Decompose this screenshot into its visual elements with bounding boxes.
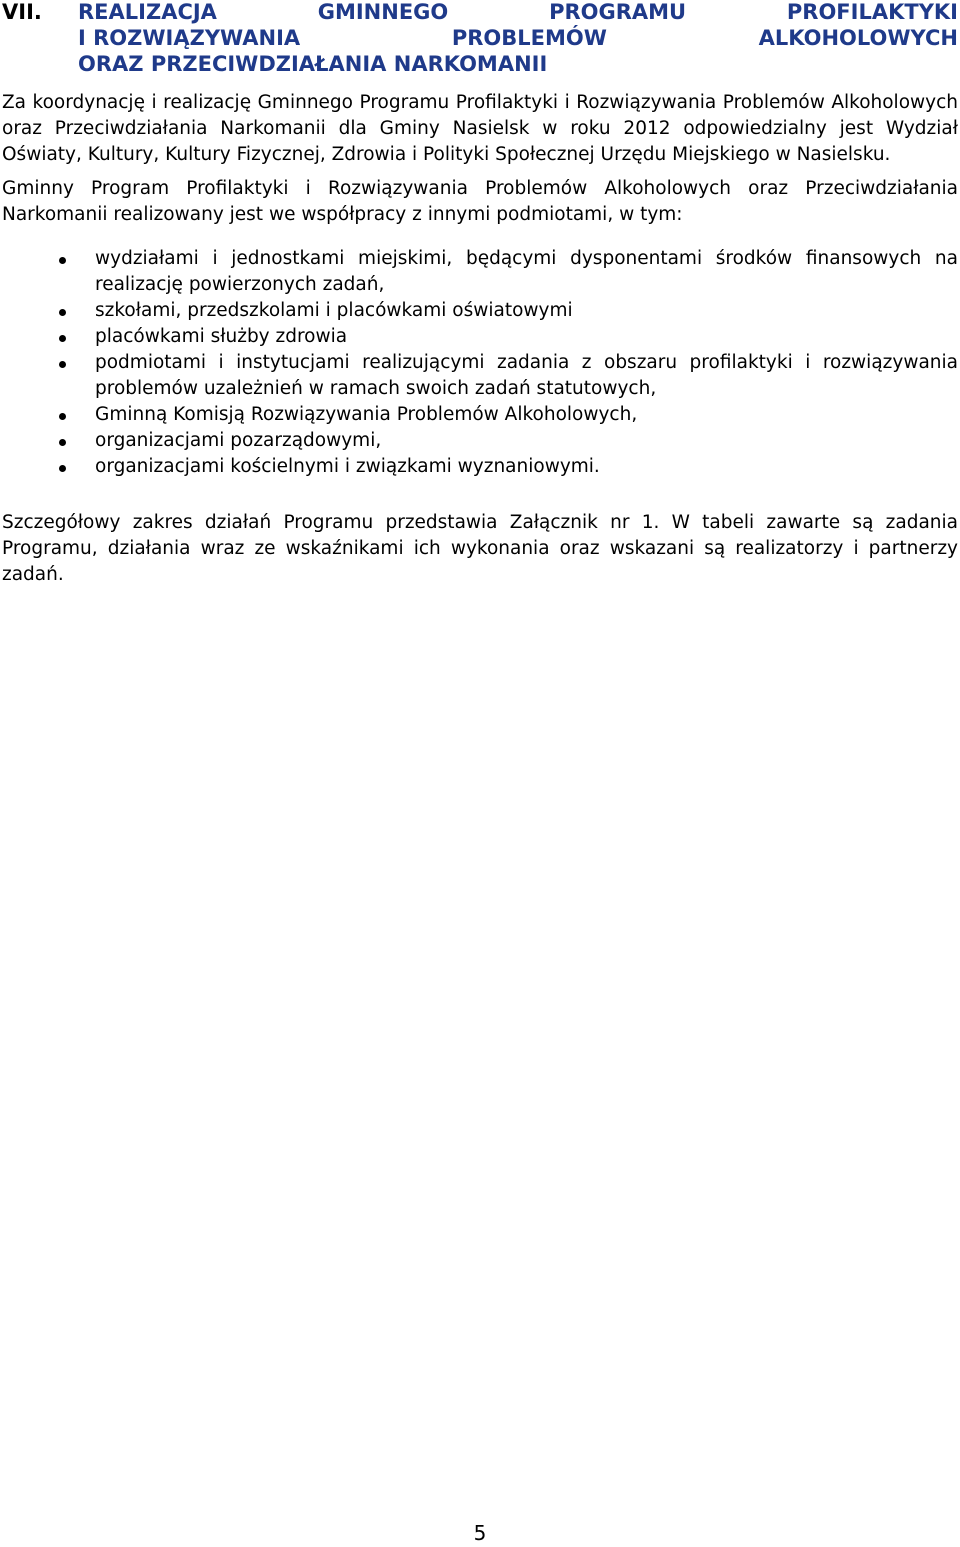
paragraph-attachment: Szczegółowy zakres działań Programu przedstawia Załącznik nr 1. W tabeli zawarte są zadania Programu, działania wraz ze wskaźnikami ich wykonania oraz wskazani są realizatorzy i partnerzy zadań. xyxy=(2,512,958,585)
list-item xyxy=(2,350,958,402)
page-number: 5 xyxy=(473,1521,487,1545)
list-item-text: organizacjami kościelnymi i związkami wyznaniowymi. xyxy=(95,456,600,477)
list-item-text: placówkami służby zdrowia xyxy=(95,326,348,347)
section-title-word: ORAZ PRZECIWDZIAŁANIA NARKOMANII xyxy=(78,52,548,76)
section-title-word: REALIZACJA xyxy=(78,0,217,24)
bullet-icon xyxy=(59,257,66,264)
section-title-word: ALKOHOLOWYCH xyxy=(758,26,958,50)
bullet-icon xyxy=(59,465,66,472)
document-page xyxy=(0,0,960,588)
list-item xyxy=(2,298,958,324)
list-item-text: organizacjami pozarządowymi, xyxy=(95,430,382,451)
paragraph-coordination: Za koordynację i realizację Gminnego Programu Profilaktyki i Rozwiązywania Problemów Alkoholowych oraz Przeciwdziałania Narkomanii dla Gminy Nasielsk w roku 2012 odpowiedzialny jest Wydział Oświaty, Kultury, Kultury Fizycznej, Zdrowia i Polityki Społecznej Urzędu Miejskiego w Nasielsku. xyxy=(2,92,958,165)
section-title-word: GMINNEGO xyxy=(317,0,449,24)
bullet-icon xyxy=(59,413,66,420)
section-heading xyxy=(2,0,958,77)
section-title-line-1 xyxy=(78,0,958,25)
section-title-line-3 xyxy=(78,51,958,77)
bullet-icon xyxy=(59,335,66,342)
list-item xyxy=(2,454,958,480)
section-title-line-2 xyxy=(78,25,958,51)
list-item-text: szkołami, przedszkolami i placówkami oświatowymi xyxy=(95,300,573,321)
section-number: VII. xyxy=(2,0,42,24)
bullet-icon xyxy=(59,361,66,368)
list-item xyxy=(2,324,958,350)
bullet-icon xyxy=(59,309,66,316)
partner-list xyxy=(2,246,958,480)
bullet-icon xyxy=(59,439,66,446)
section-title-word: PROGRAMU xyxy=(549,0,687,24)
list-item xyxy=(2,402,958,428)
list-item xyxy=(2,246,958,298)
section-title-word: PROBLEMÓW xyxy=(451,26,607,50)
paragraph-cooperation: Gminny Program Profilaktyki i Rozwiązywania Problemów Alkoholowych oraz Przeciwdziałania Narkomanii realizowany jest we współpracy z innymi podmiotami, w tym: xyxy=(2,178,958,225)
list-item-text: wydziałami i jednostkami miejskimi, będącymi dysponentami środków finansowych na realizację powierzonych zadań, xyxy=(95,248,958,295)
list-item-text: Gminną Komisją Rozwiązywania Problemów Alkoholowych, xyxy=(95,404,638,425)
section-title-word: I ROZWIĄZYWANIA xyxy=(78,26,301,50)
section-title xyxy=(78,0,958,77)
section-title-word: PROFILAKTYKI xyxy=(786,0,958,24)
list-item-text: podmiotami i instytucjami realizującymi zadania z obszaru profilaktyki i rozwiązywania problemów uzależnień w ramach swoich zadań statutowych, xyxy=(95,352,958,399)
list-item xyxy=(2,428,958,454)
